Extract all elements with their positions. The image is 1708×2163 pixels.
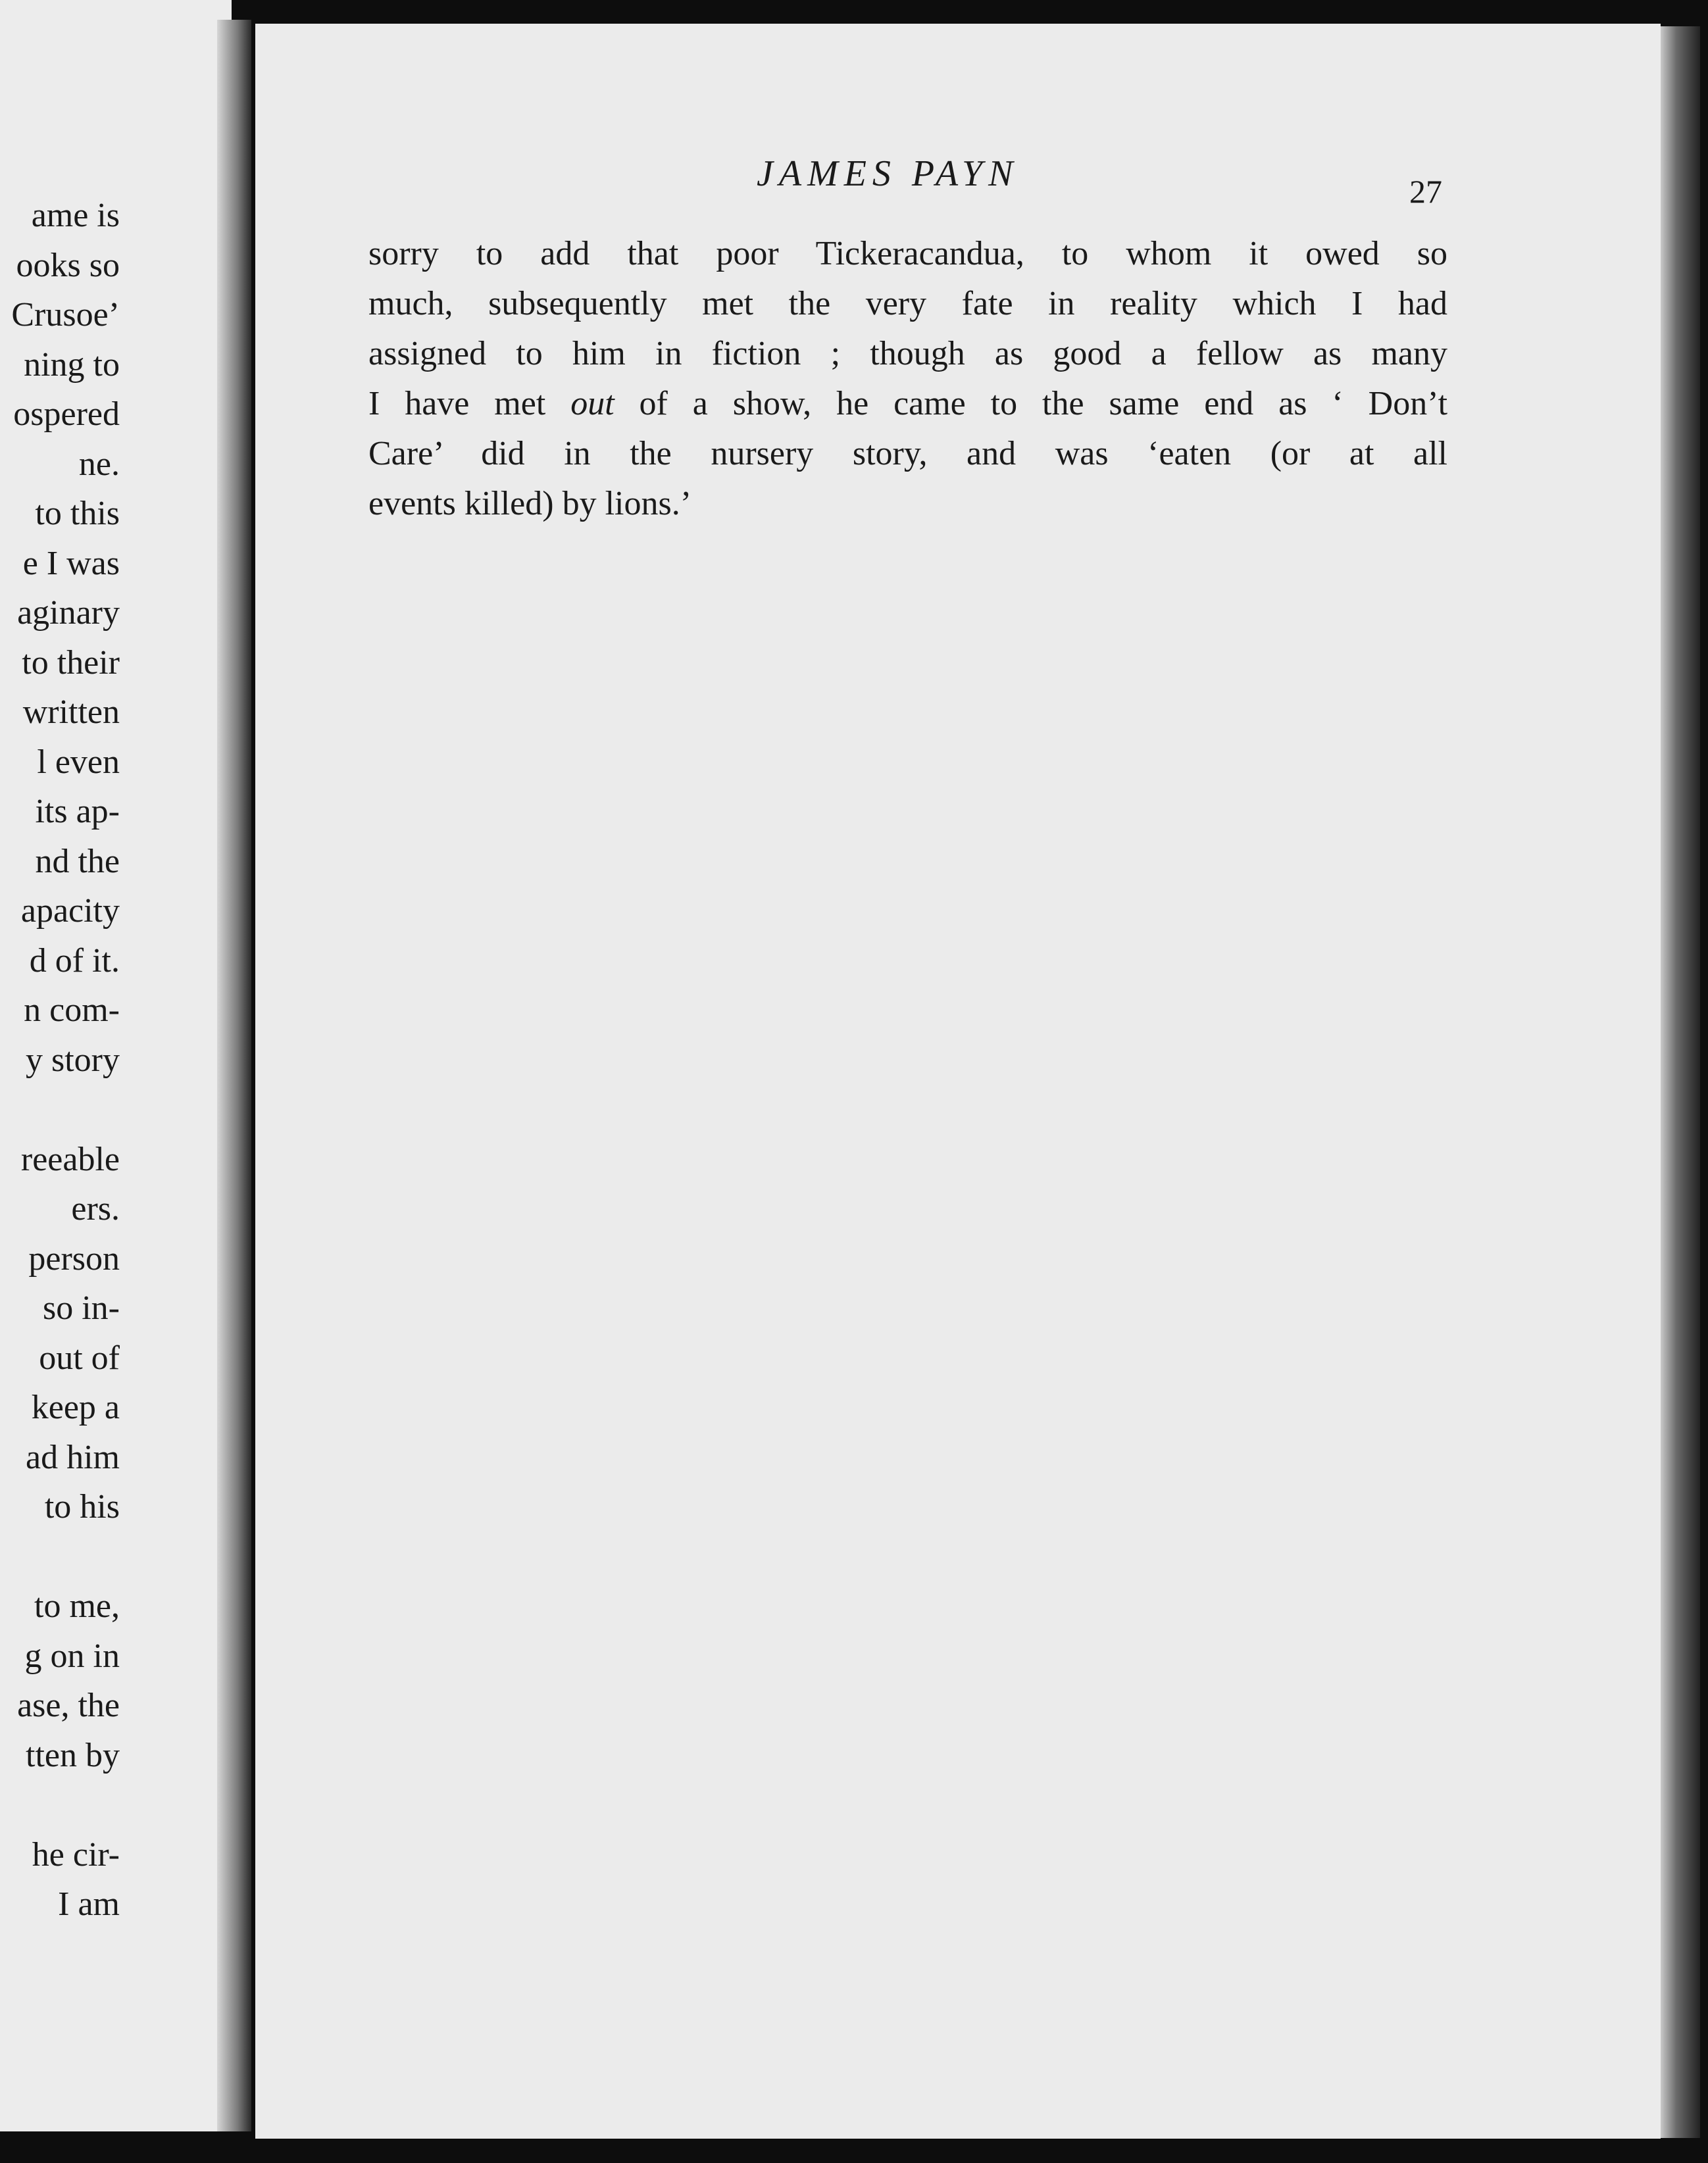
left-page-line: d of it. <box>29 941 120 980</box>
left-page-line <box>0 1780 120 1830</box>
body-line-text: of a show, he came to the same end as ‘ Don’t <box>614 385 1448 422</box>
left-page-line: ooks so <box>16 246 120 284</box>
book-gutter <box>217 20 251 2131</box>
left-page-line: ospered <box>13 395 120 433</box>
left-page-line: ers. <box>71 1190 120 1228</box>
left-page-line: y story <box>26 1041 120 1079</box>
left-page-line: person <box>28 1239 120 1278</box>
body-line: events killed) by lions.’ <box>368 485 692 522</box>
left-page-line: ning to <box>24 345 120 384</box>
left-page-line <box>0 1532 120 1582</box>
left-page-line: to me, <box>34 1587 120 1625</box>
left-page-line: ame is <box>31 197 120 234</box>
italic-word: out <box>570 385 615 422</box>
left-page-line <box>0 1085 120 1135</box>
left-page-line: its ap- <box>35 793 120 830</box>
left-page <box>0 0 232 2131</box>
body-line: much, subsequently met the very fate in reality which I had <box>368 285 1447 322</box>
body-paragraph <box>368 229 1447 529</box>
left-page-line: ad him <box>26 1438 120 1476</box>
page-edge <box>1661 26 1700 2138</box>
left-page-line: l even <box>37 743 120 781</box>
body-line-text: I have met <box>368 385 571 422</box>
running-head: JAMES PAYN <box>757 153 1019 194</box>
left-page-line: apacity <box>20 892 120 930</box>
left-page-text <box>0 191 120 1929</box>
left-page-line: keep a <box>31 1389 120 1426</box>
left-page-line: Crusoe’ <box>11 296 120 334</box>
body-line: sorry to add that poor Tickeracandua, to whom it owed so <box>368 235 1447 272</box>
left-page-line: g on in <box>24 1637 120 1675</box>
left-page-line: nd the <box>35 842 120 880</box>
left-page-line: he cir- <box>32 1835 120 1874</box>
body-line <box>368 379 1447 429</box>
page-number: 27 <box>1409 173 1442 210</box>
left-page-line: to his <box>44 1488 120 1526</box>
body-line: Care’ did in the nursery story, and was ‘eaten (or at all <box>368 435 1447 472</box>
left-page-line: to their <box>22 643 120 682</box>
body-line: assigned to him in fiction ; though as good a fellow as many <box>368 335 1447 372</box>
left-page-line: out of <box>39 1339 120 1377</box>
left-page-line: so in- <box>43 1289 120 1327</box>
left-page-line: n com- <box>24 991 120 1029</box>
left-page-line: written <box>22 693 120 731</box>
left-page-line: tten by <box>26 1736 120 1774</box>
left-page-line: to this <box>35 495 120 532</box>
left-page-line: e I was <box>22 544 120 582</box>
left-page-line: aginary <box>17 594 120 632</box>
left-page-line: ase, the <box>17 1687 120 1724</box>
left-page-line: I am <box>58 1885 120 1923</box>
left-page-line: reeable <box>20 1140 120 1178</box>
left-page-line: ne. <box>78 445 120 483</box>
